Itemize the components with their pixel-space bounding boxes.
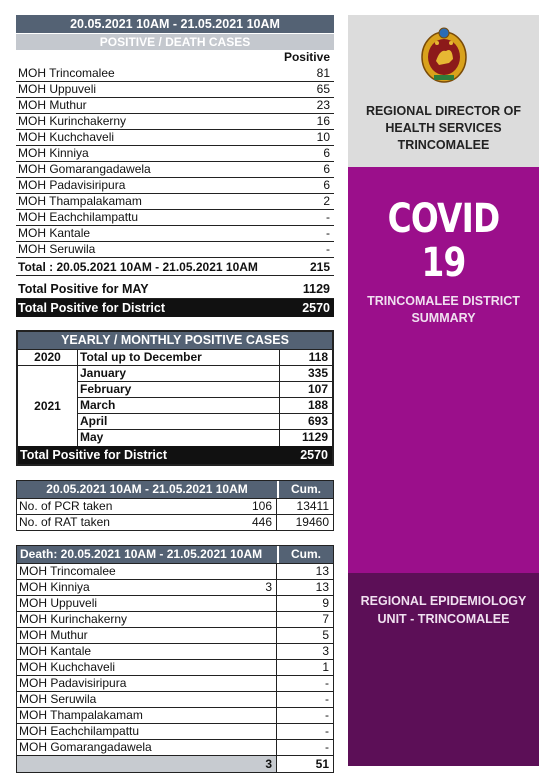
year-2021-block bbox=[18, 365, 332, 446]
deaths-header: Death: 20.05.2021 10AM - 21.05.2021 10AM bbox=[20, 547, 263, 561]
date-range-header: 20.05.2021 10AM - 21.05.2021 10AM bbox=[16, 15, 334, 33]
cases-row bbox=[16, 130, 334, 146]
cases-row-value: 2 bbox=[323, 194, 330, 208]
cases-row-name: MOH Thampalakamam bbox=[18, 194, 142, 208]
rdhs-line-3: TRINCOMALEE bbox=[397, 138, 490, 152]
month-value: 107 bbox=[307, 382, 328, 396]
cases-row-name: MOH Padavisiripura bbox=[18, 178, 126, 192]
cases-total-label: Total : 20.05.2021 10AM - 21.05.2021 10AM bbox=[18, 260, 258, 274]
tests-header-row bbox=[17, 481, 333, 498]
epi-line-2: UNIT - TRINCOMALEE bbox=[377, 612, 510, 626]
cases-row-name: MOH Kantale bbox=[18, 226, 91, 240]
deaths-row bbox=[17, 595, 333, 611]
deaths-row-cum: 13 bbox=[315, 564, 329, 578]
month-row bbox=[78, 366, 332, 382]
monthly-total-label: Total Positive for District bbox=[20, 448, 168, 462]
deaths-row-cum: - bbox=[325, 724, 329, 738]
district-total-label: Total Positive for District bbox=[18, 301, 166, 315]
deaths-row bbox=[17, 739, 333, 755]
up-to-dec-label: Total up to December bbox=[78, 350, 280, 365]
rdhs-line-1: REGIONAL DIRECTOR OF bbox=[365, 104, 522, 118]
cases-list bbox=[16, 66, 334, 258]
month-name: March bbox=[78, 398, 280, 413]
deaths-total-row bbox=[17, 755, 333, 772]
summary-line-2: SUMMARY bbox=[411, 311, 476, 325]
rdhs-title bbox=[348, 103, 539, 154]
deaths-row-cum: 3 bbox=[322, 644, 329, 658]
positive-col-header: Positive bbox=[283, 50, 330, 64]
month-name: April bbox=[78, 414, 280, 429]
cases-row-value: 23 bbox=[316, 98, 330, 112]
tests-row bbox=[17, 498, 333, 514]
summary-title bbox=[348, 293, 539, 327]
deaths-row-cum: 5 bbox=[322, 628, 329, 642]
cases-row bbox=[16, 146, 334, 162]
deaths-row-cum: 9 bbox=[322, 596, 329, 610]
deaths-row-name: MOH Padavisiripura bbox=[19, 676, 127, 690]
cases-row bbox=[16, 66, 334, 82]
deaths-row-day bbox=[247, 708, 277, 723]
year-2020-label: 2020 bbox=[18, 350, 78, 365]
cases-row-name: MOH Eachchilampattu bbox=[18, 210, 139, 224]
deaths-row-name: MOH Uppuveli bbox=[19, 596, 98, 610]
month-value: 188 bbox=[307, 398, 328, 412]
deaths-table bbox=[16, 545, 334, 773]
deaths-row-cum: 1 bbox=[322, 660, 329, 674]
deaths-row-name: MOH Trincomalee bbox=[19, 564, 116, 578]
cases-row-value: 81 bbox=[316, 66, 330, 80]
deaths-row-day bbox=[247, 692, 277, 707]
deaths-row bbox=[17, 611, 333, 627]
cases-row-value: - bbox=[326, 210, 330, 224]
month-name: May bbox=[78, 430, 280, 446]
rdhs-line-2: HEALTH SERVICES bbox=[385, 121, 502, 135]
cases-row-value: 16 bbox=[316, 114, 330, 128]
deaths-row bbox=[17, 659, 333, 675]
cases-row-name: MOH Gomarangadawela bbox=[18, 162, 151, 176]
tests-row-day: 106 bbox=[237, 499, 277, 514]
deaths-row bbox=[17, 579, 333, 595]
deaths-row bbox=[17, 563, 333, 579]
tests-row-cum: 19460 bbox=[295, 515, 329, 529]
epidemiology-title bbox=[348, 592, 539, 628]
district-total-value: 2570 bbox=[302, 301, 330, 315]
deaths-row bbox=[17, 723, 333, 739]
cases-row-name: MOH Trincomalee bbox=[18, 66, 115, 80]
deaths-row bbox=[17, 675, 333, 691]
left-report bbox=[16, 15, 334, 773]
deaths-row-cum: - bbox=[325, 692, 329, 706]
deaths-row-name: MOH Muthur bbox=[19, 628, 88, 642]
deaths-row-day bbox=[247, 596, 277, 611]
deaths-row-cum: - bbox=[325, 676, 329, 690]
cases-row-value: 6 bbox=[323, 178, 330, 192]
tests-row-name: No. of PCR taken bbox=[19, 499, 113, 513]
tests-table bbox=[16, 480, 334, 531]
deaths-row bbox=[17, 707, 333, 723]
deaths-row-day bbox=[247, 644, 277, 659]
monthly-total-row bbox=[18, 446, 332, 464]
positive-col-header-row bbox=[16, 50, 334, 66]
month-row bbox=[78, 398, 332, 414]
cases-row bbox=[16, 242, 334, 258]
cases-row-name: MOH Muthur bbox=[18, 98, 87, 112]
epidemiology-block bbox=[348, 573, 539, 766]
tests-list bbox=[17, 498, 333, 530]
cases-row bbox=[16, 194, 334, 210]
deaths-row bbox=[17, 643, 333, 659]
tests-row-cum: 13411 bbox=[296, 499, 329, 513]
deaths-header-row bbox=[17, 546, 333, 563]
month-row bbox=[78, 382, 332, 398]
deaths-row-name: MOH Kuchchaveli bbox=[19, 660, 116, 674]
deaths-row-day bbox=[247, 564, 277, 579]
covid-title: COVID 19 bbox=[387, 196, 500, 286]
cases-row bbox=[16, 162, 334, 178]
rdhs-block bbox=[348, 15, 539, 167]
cases-row bbox=[16, 98, 334, 114]
month-list bbox=[78, 366, 332, 446]
epi-line-1: REGIONAL EPIDEMIOLOGY bbox=[360, 594, 527, 608]
deaths-row-day bbox=[247, 676, 277, 691]
cases-row-value: 10 bbox=[316, 130, 330, 144]
right-panel bbox=[348, 15, 539, 766]
cases-row-value: - bbox=[326, 226, 330, 240]
may-total-row bbox=[16, 282, 334, 299]
deaths-row-day bbox=[247, 628, 277, 643]
deaths-total-day: 3 bbox=[247, 756, 277, 772]
cases-row bbox=[16, 226, 334, 242]
cases-total-value: 215 bbox=[309, 260, 330, 274]
cases-row-name: MOH Uppuveli bbox=[18, 82, 97, 96]
month-value: 1129 bbox=[301, 430, 328, 444]
tests-row-name: No. of RAT taken bbox=[19, 515, 110, 529]
month-row bbox=[78, 414, 332, 430]
deaths-row-name: MOH Gomarangadawela bbox=[19, 740, 152, 754]
deaths-row-day bbox=[247, 612, 277, 627]
may-total-label: Total Positive for MAY bbox=[18, 282, 149, 296]
cases-row bbox=[16, 114, 334, 130]
covid-summary-block bbox=[348, 167, 539, 573]
sri-lanka-emblem-icon bbox=[419, 25, 469, 85]
deaths-list bbox=[17, 563, 333, 755]
deaths-row bbox=[17, 627, 333, 643]
deaths-row bbox=[17, 691, 333, 707]
deaths-row-name: MOH Kinniya bbox=[19, 580, 90, 594]
cases-row bbox=[16, 210, 334, 226]
cases-row-value: 6 bbox=[323, 162, 330, 176]
tests-row bbox=[17, 514, 333, 530]
deaths-row-name: MOH Eachchilampattu bbox=[19, 724, 140, 738]
cases-row-name: MOH Kuchchaveli bbox=[18, 130, 115, 144]
month-name: January bbox=[78, 366, 280, 381]
deaths-row-day bbox=[247, 724, 277, 739]
cases-row-value: 6 bbox=[323, 146, 330, 160]
month-name: February bbox=[78, 382, 280, 397]
deaths-row-cum: 13 bbox=[315, 580, 329, 594]
month-value: 335 bbox=[307, 366, 328, 380]
month-row bbox=[78, 430, 332, 446]
cases-row-name: MOH Seruwila bbox=[18, 242, 96, 256]
cases-total-row bbox=[16, 258, 334, 276]
month-value: 693 bbox=[307, 414, 328, 428]
year-2021-label: 2021 bbox=[18, 366, 78, 446]
monthly-table bbox=[16, 330, 334, 466]
deaths-row-name: MOH Seruwila bbox=[19, 692, 97, 706]
deaths-row-day bbox=[247, 660, 277, 675]
deaths-row-name: MOH Thampalakamam bbox=[19, 708, 143, 722]
tests-cum-header: Cum. bbox=[277, 481, 333, 498]
deaths-row-name: MOH Kurinchakerny bbox=[19, 612, 128, 626]
deaths-row-day bbox=[247, 740, 277, 755]
monthly-total-value: 2570 bbox=[300, 448, 328, 462]
deaths-row-cum: 7 bbox=[322, 612, 329, 626]
cases-row-value: - bbox=[326, 242, 330, 256]
tests-row-day: 446 bbox=[237, 515, 277, 530]
deaths-row-cum: - bbox=[325, 740, 329, 754]
deaths-total-cum: 51 bbox=[277, 756, 333, 772]
deaths-row-name: MOH Kantale bbox=[19, 644, 92, 658]
cases-row-value: 65 bbox=[316, 82, 330, 96]
district-total-row bbox=[16, 299, 334, 317]
year-2020-row bbox=[18, 349, 332, 365]
cases-row-name: MOH Kurinchakerny bbox=[18, 114, 127, 128]
cases-subtitle: POSITIVE / DEATH CASES bbox=[16, 33, 334, 50]
deaths-cum-header: Cum. bbox=[277, 546, 333, 563]
cases-row-name: MOH Kinniya bbox=[18, 146, 89, 160]
tests-header: 20.05.2021 10AM - 21.05.2021 10AM bbox=[46, 482, 248, 496]
cases-row bbox=[16, 178, 334, 194]
may-total-value: 1129 bbox=[302, 282, 330, 296]
deaths-row-day: 3 bbox=[247, 580, 277, 595]
monthly-title: YEARLY / MONTHLY POSITIVE CASES bbox=[18, 332, 332, 349]
up-to-dec-value: 118 bbox=[308, 350, 328, 364]
summary-line-1: TRINCOMALEE DISTRICT bbox=[367, 294, 520, 308]
deaths-row-cum: - bbox=[325, 708, 329, 722]
cases-row bbox=[16, 82, 334, 98]
